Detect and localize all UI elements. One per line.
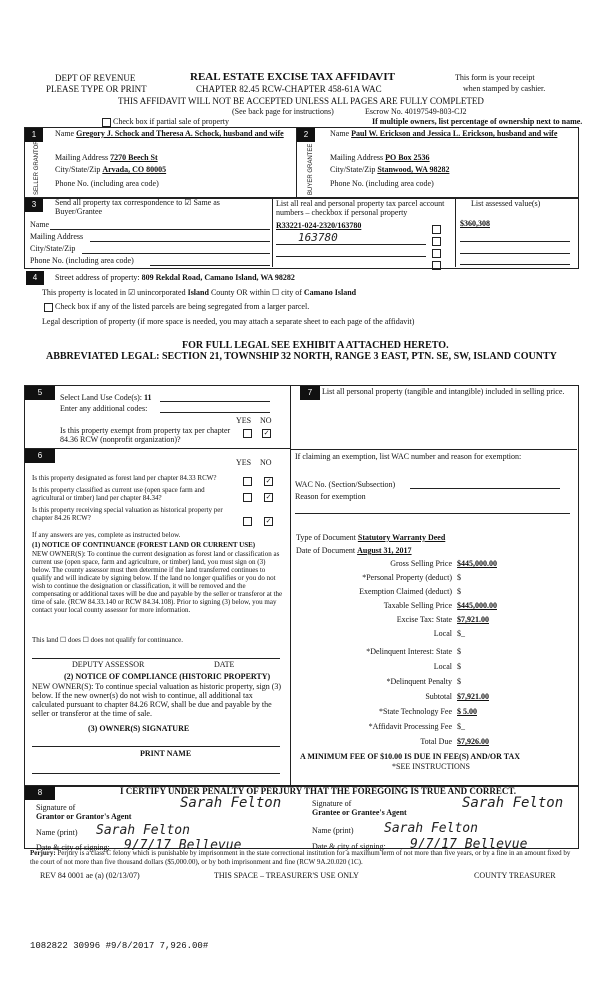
city-value: Camano Island xyxy=(303,288,357,297)
send-to-label: Send all property tax correspondence to ☑ Same as Buyer/Grantee xyxy=(55,198,220,216)
land-use xyxy=(60,393,152,402)
forest-no-checkbox[interactable]: ✓ xyxy=(265,476,272,485)
total-due-label: Total Due xyxy=(420,737,452,746)
form-title: REAL ESTATE EXCISE TAX AFFIDAVIT xyxy=(190,71,395,83)
seller-city xyxy=(55,165,166,174)
s3-city-line xyxy=(82,253,270,254)
grantor-date-city-label: Date & city of signing: xyxy=(36,843,110,852)
seller-city-value: Arvada, CO 80005 xyxy=(102,165,167,174)
street-value: 809 Rekdal Road, Camano Island, WA 98282 xyxy=(141,273,295,282)
street-label: Street address of property: xyxy=(55,273,140,282)
not-accepted-note: THIS AFFIDAVIT WILL NOT BE ACCEPTED UNLESS ALL PAGES ARE FULLY COMPLETED xyxy=(118,96,484,106)
taxable-price-value: $445,000.00 xyxy=(457,601,497,610)
county-or-label: County OR within ☐ city of xyxy=(210,288,302,297)
historic-no-checkbox[interactable]: ✓ xyxy=(265,516,272,525)
seller-phone-label: Phone No. (including area code) xyxy=(55,179,159,188)
personal-property-deduct-value: $ xyxy=(457,573,461,582)
section-6-number: 6 xyxy=(25,449,55,463)
historic-question: Is this property receiving special valuation as historical property per chapter 84.26 RCW? xyxy=(32,506,223,522)
forest-question: Is this property designated as forest land per chapter 84.33 RCW? xyxy=(32,474,217,482)
main-grid-divider xyxy=(290,385,291,785)
grantor-name-handwritten: Sarah Felton xyxy=(96,823,190,838)
buyer-name-value: Paul W. Erickson and Jessica L. Erickson, husband and wife xyxy=(351,129,558,138)
perjury-note xyxy=(30,849,578,867)
doc-date-label: Date of Document xyxy=(296,546,356,555)
delinquent-interest-label: *Delinquent Interest: State xyxy=(366,647,452,656)
assessed-line-3 xyxy=(460,253,570,254)
s3-city-label: City/State/Zip xyxy=(30,244,76,253)
grantee-agent-label: Grantee or Grantee's Agent xyxy=(312,808,407,817)
grantor-signature: Sarah Felton xyxy=(180,795,282,811)
wac-label: WAC No. (Section/Subsection) xyxy=(295,480,396,489)
section-4-number: 4 xyxy=(26,271,44,285)
grantor-name-print-label: Name (print) xyxy=(36,828,78,837)
section-3-number: 3 xyxy=(25,198,43,212)
reason-label: Reason for exemption xyxy=(295,492,366,501)
seller-mail xyxy=(55,153,158,162)
see-back: (See back page for instructions) xyxy=(232,107,334,116)
delinquent-local-value: $ xyxy=(457,662,461,671)
buyer-side-label: BUYER GRANTEE xyxy=(308,143,314,195)
see-instructions: *SEE INSTRUCTIONS xyxy=(392,762,471,771)
seller-mail-label: Mailing Address xyxy=(55,153,109,162)
minimum-fee-note: A MINIMUM FEE OF $10.00 IS DUE IN FEE(S) AND/OR TAX xyxy=(300,752,521,761)
current-use-question: Is this property classified as current use (open space farm and agricultural or timber) land per chapter 84.34? xyxy=(32,486,205,502)
excise-state-label: Excise Tax: State xyxy=(396,615,452,624)
s6-yes: YES xyxy=(236,458,252,467)
grantee-name-print-label: Name (print) xyxy=(312,826,354,835)
seller-side-label: SELLER GRANTOR xyxy=(34,140,40,195)
certify-statement: I CERTIFY UNDER PENALTY OF PERJURY THAT THE FOREGOING IS TRUE AND CORRECT. xyxy=(120,786,517,796)
parcel-handwritten: 163780 xyxy=(298,231,338,244)
section-1-number: 1 xyxy=(25,128,43,142)
seller-city-label: City/State/Zip xyxy=(55,165,101,174)
doc-date xyxy=(296,546,412,555)
processing-fee-value: $_ xyxy=(457,722,465,731)
notice-1-body: NEW OWNER(S): To continue the current designation as forest land or classification as current use (open space, farm and agriculture, or timber) land, you must sign on (3) below. The county assessor must then determine if the land transferred continues to qualify and will indicate by signing below. If the land no longer qualifies or you do not wish to continue the designation or classification, it will be removed and the compensating or additional taxes will be due and payable by the seller or transferor at the time of sale. (RCW 84.33.140 or RCW 84.34.108). Prior to signing (3) below, you may contact your local county assessor for more information. xyxy=(32,550,283,614)
owner-signature-line xyxy=(32,746,280,747)
s3-phone-line xyxy=(150,265,270,266)
excise-local-label: Local xyxy=(433,629,452,638)
parcel-number-1: R33221-024-2320/163780 xyxy=(276,221,362,230)
personal-property-deduct-label: *Personal Property (deduct) xyxy=(362,573,452,582)
assessed-header: List assessed value(s) xyxy=(471,199,541,208)
partial-sale-checkbox[interactable] xyxy=(102,118,111,127)
land-use-value: 11 xyxy=(143,393,152,402)
section-7-divider xyxy=(290,449,577,450)
print-name-label: PRINT NAME xyxy=(140,749,192,758)
dept-of-revenue: DEPT OF REVENUE xyxy=(55,73,136,83)
grantee-date-city-label: Date & city of signing: xyxy=(312,842,386,851)
form-revision: REV 84 0001 ae (a) (02/13/07) xyxy=(40,871,140,880)
buyer-name-label: Name xyxy=(330,129,350,138)
doc-type-value: Statutory Warranty Deed xyxy=(357,533,446,542)
s3-mail-label: Mailing Address xyxy=(30,232,84,241)
excise-local-value: $_ xyxy=(457,629,465,638)
notice-2-title: (2) NOTICE OF COMPLIANCE (HISTORIC PROPERTY) xyxy=(64,672,271,681)
buyer-city xyxy=(330,165,449,174)
processing-fee-label: *Affidavit Processing Fee xyxy=(368,722,452,731)
deputy-line xyxy=(32,658,280,659)
delinquent-interest-value: $ xyxy=(457,647,461,656)
exemption-claimed-value: $ xyxy=(457,587,461,596)
escrow xyxy=(365,107,467,116)
if-yes-note: If any answers are yes, complete as instructed below. xyxy=(32,531,181,539)
section-7-number: 7 xyxy=(300,386,320,400)
grantor-date-handwritten: 9/7/17 Bellevue xyxy=(124,838,242,853)
section-3-divider-2 xyxy=(455,197,456,267)
grantee-name-handwritten: Sarah Felton xyxy=(384,821,478,836)
taxable-price-label: Taxable Selling Price xyxy=(383,601,452,610)
exempt-question: Is this property exempt from property tax per chapter 84.36 RCW (nonprofit organization)? xyxy=(60,426,231,444)
form-chapter: CHAPTER 82.45 RCW-CHAPTER 458-61A WAC xyxy=(196,84,382,94)
s3-name-line xyxy=(50,229,270,230)
section-5-6-divider xyxy=(24,448,290,449)
total-due-value: $7,926.00 xyxy=(457,737,489,746)
seller-mail-value: 7270 Beech St xyxy=(110,153,158,162)
personal-property-label: List all personal property (tangible and intangible) included in selling price. xyxy=(322,387,565,396)
please-type: PLEASE TYPE OR PRINT xyxy=(46,84,147,94)
doc-type-label: Type of Document xyxy=(296,533,356,542)
exempt-yes-checkbox[interactable] xyxy=(241,424,254,442)
additional-codes-line xyxy=(160,412,270,413)
buyer-mail-label: Mailing Address xyxy=(330,153,384,162)
buyer-name xyxy=(330,129,575,138)
county-treasurer-label: COUNTY TREASURER xyxy=(474,871,556,880)
s5-yes: YES xyxy=(236,416,252,425)
reason-line xyxy=(295,513,570,514)
notice-1-title: (1) NOTICE OF CONTINUANCE (FOREST LAND OR CURRENT USE) xyxy=(32,541,256,549)
parcel-line-2 xyxy=(276,244,426,245)
delinquent-penalty-value: $ xyxy=(457,677,461,686)
owner-signature-label: (3) OWNER(S) SIGNATURE xyxy=(88,724,190,733)
buyer-mail-value: PO Box 2536 xyxy=(385,153,430,162)
additional-codes-label: Enter any additional codes: xyxy=(60,404,148,413)
grantee-signature: Sarah Felton xyxy=(462,795,564,811)
assessed-line-2 xyxy=(460,241,570,242)
deputy-date-label: DATE xyxy=(214,660,235,669)
buyer-mail xyxy=(330,153,430,162)
seller-name-value: Gregory J. Schock and Theresa A. Schock, husband and wife xyxy=(76,129,284,138)
section-3-divider xyxy=(272,197,273,267)
grantee-date-handwritten: 9/7/17 Bellevue xyxy=(410,837,528,852)
wac-line xyxy=(410,488,560,489)
street-address xyxy=(55,273,295,282)
section-8-number: 8 xyxy=(25,786,55,800)
receipt-note-1: This form is your receipt xyxy=(455,73,535,82)
assessed-line-4 xyxy=(460,264,570,265)
buyer-city-value: Stanwood, WA 98282 xyxy=(377,165,450,174)
partial-sale xyxy=(100,117,229,127)
technology-fee-label: *State Technology Fee xyxy=(378,707,452,716)
doc-type xyxy=(296,533,445,542)
full-legal-exhibit: FOR FULL LEGAL SEE EXHIBIT A ATTACHED HERETO. xyxy=(182,340,449,351)
parcel-checkbox-4[interactable] xyxy=(430,256,443,274)
located-in xyxy=(42,288,356,297)
parcel-line-3 xyxy=(276,256,426,257)
treasurer-use-only: THIS SPACE – TREASURER'S USE ONLY xyxy=(214,871,359,880)
grantor-sig-label: Signature of xyxy=(36,803,76,812)
county-value: Island xyxy=(187,288,209,297)
seller-name-label: Name xyxy=(55,129,75,138)
doc-date-value: August 31, 2017 xyxy=(357,546,412,555)
land-use-line xyxy=(160,401,270,402)
segregated-checkbox[interactable] xyxy=(44,303,53,312)
s3-name-label: Name xyxy=(30,220,50,229)
grantee-sig-label: Signature of xyxy=(312,799,352,808)
subtotal-label: Subtotal xyxy=(425,692,452,701)
section-2-number: 2 xyxy=(297,128,315,142)
receipt-note-2: when stamped by cashier. xyxy=(463,84,546,93)
historic-yes-checkbox[interactable] xyxy=(241,512,254,530)
deputy-assessor-label: DEPUTY ASSESSOR xyxy=(72,660,145,669)
perjury-label: Perjury: xyxy=(30,849,56,857)
notice-2-body: NEW OWNER(S): To continue special valuation as historic property, sign (3) below. If the new owner(s) do not wish to continue, all additional tax calculated pursuant to chapter 84.26 RCW, shall be due and payable by the seller or transferor at the time of sale. xyxy=(32,682,282,718)
print-name-line xyxy=(32,773,280,774)
buyer-phone-label: Phone No. (including area code) xyxy=(330,179,434,188)
s3-mail-line xyxy=(90,241,270,242)
delinquent-local-label: Local xyxy=(433,662,452,671)
exemption-label: If claiming an exemption, list WAC number and reason for exemption: xyxy=(295,452,522,461)
escrow-label: Escrow No. xyxy=(365,107,403,116)
perjury-text: Perjury is a class C felony which is punishable by imprisonment in the state correctional institution for a maximum term of not more than five years, or by a fine in an amount fixed by the court of not more than five thousand dollars ($5,000.00), or by both imprisonment and fine (RCW 9A.20.020 (1C). xyxy=(30,849,571,866)
grantor-agent-label: Grantor or Grantor's Agent xyxy=(36,812,132,821)
section-5-number: 5 xyxy=(25,386,55,400)
legal-description-label: Legal description of property (if more space is needed, you may attach a separate sheet to each page of the affidavit) xyxy=(42,317,415,326)
partial-sale-label: Check box if partial sale of property xyxy=(113,117,229,126)
exempt-no-checkbox[interactable]: ✓ xyxy=(263,428,270,437)
buyer-city-label: City/State/Zip xyxy=(330,165,376,174)
gross-price-label: Gross Selling Price xyxy=(390,559,452,568)
land-continuance-label: This land ☐ does ☐ does not qualify for continuance. xyxy=(32,636,183,644)
exemption-claimed-label: Exemption Claimed (deduct) xyxy=(359,587,452,596)
current-use-no-checkbox[interactable]: ✓ xyxy=(265,492,272,501)
receipt-stamp: 1082822 30996 #9/8/2017 7,926.00# xyxy=(30,941,209,951)
multiple-owners-note: If multiple owners, list percentage of ownership next to name. xyxy=(372,117,583,126)
gross-price-value: $445,000.00 xyxy=(457,559,497,568)
abbreviated-legal: ABBREVIATED LEGAL: SECTION 21, TOWNSHIP 32 NORTH, RANGE 3 EAST, PTN. SE, SW, ISLAND COUNTY xyxy=(46,351,557,362)
technology-fee-value: $ 5.00 xyxy=(457,707,477,716)
escrow-number: 40197549-803-CJ2 xyxy=(404,107,467,116)
assessed-value-1: $360,308 xyxy=(460,219,490,228)
segregated xyxy=(42,302,309,312)
current-use-yes-checkbox[interactable] xyxy=(241,488,254,506)
s6-no: NO xyxy=(260,458,272,467)
seller-name xyxy=(55,129,290,138)
s5-no: NO xyxy=(260,416,272,425)
segregated-label: Check box if any of the listed parcels are being segregated from a larger parcel. xyxy=(55,302,310,311)
subtotal-value: $7,921.00 xyxy=(457,692,489,701)
delinquent-penalty-label: *Delinquent Penalty xyxy=(386,677,452,686)
land-use-label: Select Land Use Code(s): xyxy=(60,393,142,402)
s3-phone-label: Phone No. (including area code) xyxy=(30,256,134,265)
excise-state-value: $7,921.00 xyxy=(457,615,489,624)
parcel-header: List all real and personal property tax parcel account numbers – checkbox if personal property xyxy=(276,199,445,217)
located-label: This property is located in ☑ unincorporated xyxy=(42,288,186,297)
